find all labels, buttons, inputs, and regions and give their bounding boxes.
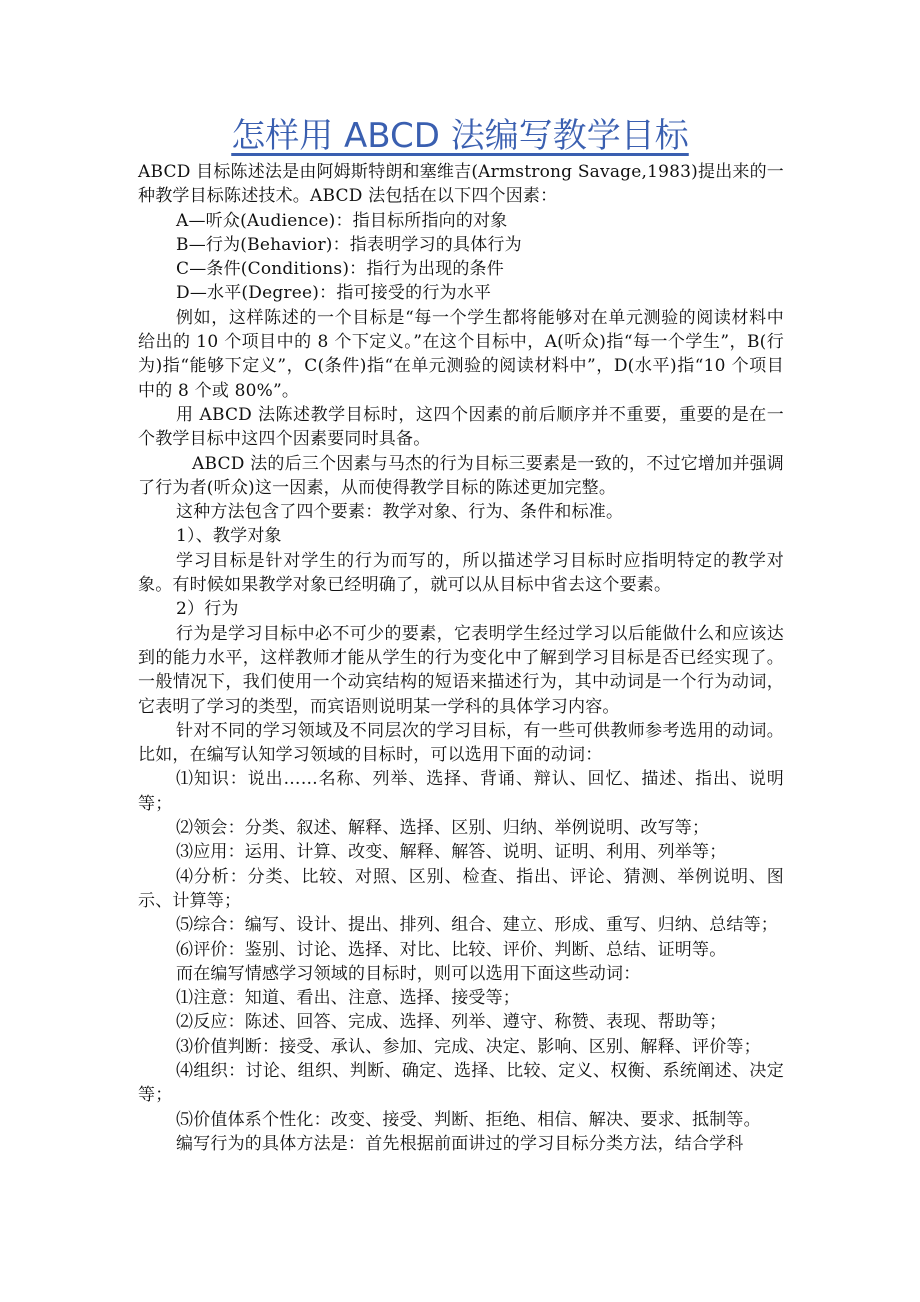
paragraph: ⑴注意：知道、看出、注意、选择、接受等； [176, 988, 520, 1009]
paragraph: 2）行为 [176, 599, 239, 620]
document-title: 怎样用 ABCD 法编写教学目标 [231, 116, 689, 156]
paragraph: ⑵领会：分类、叙述、解释、选择、区别、归纳、举例说明、改写等； [176, 818, 710, 839]
paragraph: ABCD 目标陈述法是由阿姆斯特朗和塞维吉(Armstrong Savage,1983)提出来的一种教学目标陈述技术。ABCD 法包括在以下四个因素： [138, 162, 784, 207]
paragraph: ⑸价值体系个性化：改变、接受、判断、拒绝、相信、解决、要求、抵制等。 [176, 1109, 761, 1130]
paragraph: ⑴知识：说出……名称、列举、选择、背诵、辩认、回忆、描述、指出、说明等； [138, 769, 784, 814]
paragraph: 这种方法包含了四个要素：教学对象、行为、条件和标准。 [176, 502, 624, 523]
paragraph: C—条件(Conditions)：指行为出现的条件 [176, 259, 504, 280]
paragraph: 用 ABCD 法陈述教学目标时，这四个因素的前后顺序并不重要，重要的是在一个教学目标中这四个因素要同时具备。 [138, 404, 784, 450]
paragraph: ⑶应用：运用、计算、改变、解释、解答、说明、证明、利用、列举等； [176, 842, 727, 863]
paragraph: 例如，这样陈述的一个目标是“每一个学生都将能够对在单元测验的阅读材料中给出的 10 个项目中的 8 个下定义。”在这个目标中，A(听众)指“每一个学生”，B(行为)指“能够下定义”，C(条件)指“在单元测验的阅读材料中”，D(水平)指“10 个项目中的 8 个或 80%”。 [138, 307, 784, 401]
paragraph: ⑷组织：讨论、组织、判断、确定、选择、比较、定义、权衡、系统阐述、决定等； [138, 1060, 784, 1106]
paragraph: 学习目标是针对学生的行为而写的，所以描述学习目标时应指明特定的教学对象。有时候如果教学对象已经明确了，就可以从目标中省去这个要素。 [138, 550, 784, 596]
paragraph: 针对不同的学习领域及不同层次的学习目标，有一些可供教师参考选用的动词。比如，在编写认知学习领域的目标时，可以选用下面的动词： [138, 720, 784, 766]
paragraph: B—行为(Behavior)：指表明学习的具体行为 [176, 234, 522, 255]
paragraph: 编写行为的具体方法是：首先根据前面讲过的学习目标分类方法，结合学科 [176, 1133, 744, 1154]
paragraph: 而在编写情感学习领域的目标时，则可以选用下面这些动词： [176, 963, 641, 984]
paragraph: D—水平(Degree)：指可接受的行为水平 [176, 283, 492, 304]
paragraph: A—听众(Audience)：指目标所指向的对象 [176, 210, 508, 231]
paragraph: 行为是学习目标中必不可少的要素，它表明学生经过学习以后能做什么和应该达到的能力水平，这样教师才能从学生的行为变化中了解到学习目标是否已经实现了。一般情况下，我们使用一个动宾结构的短语来描述行为，其中动词是一个行为动词，它表明了学习的类型，而宾语则说明某一学科的具体学习内容。 [138, 623, 784, 717]
paragraph: ⑵反应：陈述、回答、完成、选择、列举、遵守、称赞、表现、帮助等； [176, 1012, 727, 1033]
paragraph: ABCD 法的后三个因素与马杰的行为目标三要素是一致的，不过它增加并强调了行为者(听众)这一因素，从而使得教学目标的陈述更加完整。 [138, 453, 784, 498]
paragraph: ⑹评价：鉴别、讨论、选择、对比、比较、评价、判断、总结、证明等。 [176, 939, 727, 960]
paragraph: ⑸综合：编写、设计、提出、排列、组合、建立、形成、重写、归纳、总结等； [176, 915, 778, 936]
paragraph: ⑷分析：分类、比较、对照、区别、检查、指出、评论、猜测、举例说明、图示、计算等； [138, 866, 784, 911]
document-body [138, 160, 784, 1156]
paragraph: ⑶价值判断：接受、承认、参加、完成、决定、影响、区别、解释、评价等； [176, 1036, 761, 1057]
paragraph: 1）、教学对象 [176, 526, 282, 547]
